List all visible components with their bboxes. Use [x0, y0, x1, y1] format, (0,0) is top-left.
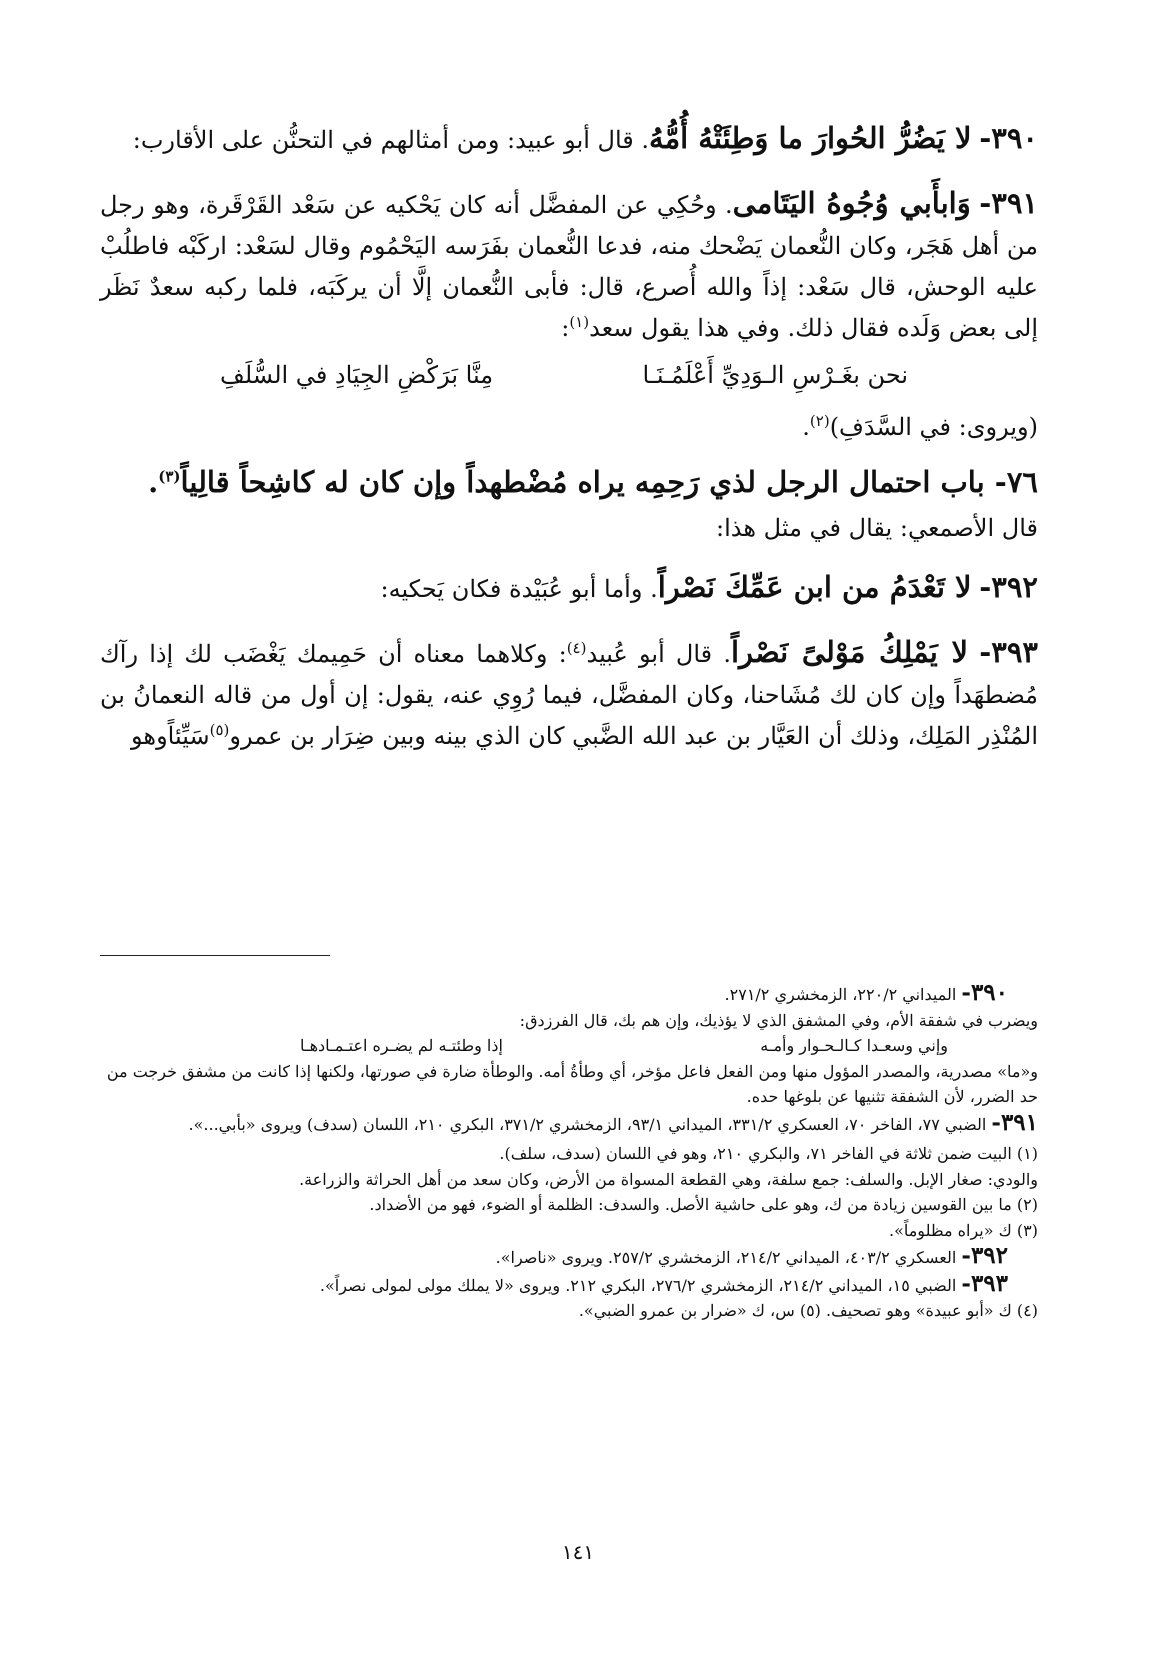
entry-text: . قال أبو عُبيد — [586, 640, 731, 668]
footnote-3: (٣) ك «يراه مظلوماً». — [888, 1220, 1038, 1240]
footnote-393 — [100, 1271, 1038, 1299]
footnote-ref: (٣) — [158, 467, 181, 486]
variant-reading — [100, 407, 1038, 448]
footnote-392 — [100, 1243, 1038, 1271]
verse-second-hemistich: إذا وطئتـه لم يضـره اعتـمـادهـا — [300, 1036, 503, 1055]
entry-number: ٣٩١- — [979, 186, 1038, 220]
footnote-ref: (٤) — [566, 639, 587, 657]
footnote-ref-text: الضبي ٧٧، الفاخر ٧٠، العسكري ٣٣١/٢، الميداني ٩٣/١، الزمخشري ٣٧١/٢، البكري ٢١٠، اللسان (سدف) ويروى «بأبي...». — [188, 1114, 987, 1134]
verse-first-hemistich: نحن بغَـرْسِ الـوَدِيِّ أَعْلَمُـنَـا — [642, 361, 908, 389]
proverb: لا تَعْدَمُ من ابن عَمِّكَ نَصْراً — [657, 570, 972, 604]
main-text — [100, 118, 1038, 779]
verse-first-hemistich: وإني وسعـدا كـالـحـوار وأمـه — [760, 1036, 948, 1055]
footnote-1: (١) البيت ضمن ثلاثة في الفاخر ٧١، والبكري ٢١٠، وهو في اللسان (سدف، سلف). — [499, 1144, 1038, 1163]
chapter-tail: . — [148, 465, 159, 499]
entry-text: . وحُكِي عن المفضَّل أنه كان يَحْكيه عن سَعْد القَرْقَرة، وهو رجل من أهل هَجَر، وكان النُّعمان يَضْحك منه، فدعا النُّعمان بفَرَسه اليَحْمُوم وقال لسَعْد: اركَبْه فاطلُبْ عليه الوحش، قال سَعْد: إذاً والله أُصرع، قال: فأبى النُّعمان إلَّا أن يركَبَه، فلما ركبه سعدٌ نَظَر إلى بعض وَلَده فقال ذلك. وفي هذا يقول سعد — [100, 191, 1038, 342]
footnote-divider — [100, 955, 330, 956]
footnote-number: ٣٩٠- — [961, 979, 1008, 1006]
footnote-ref-text: العسكري ٤٠٣/٢، الميداني ٢١٤/٢، الزمخشري ٢٥٧/٢. ويروى «ناصرا». — [495, 1248, 957, 1267]
entry-text: سَيِّئاًوهو — [131, 722, 210, 750]
verse-second-hemistich: مِنَّا بَرَكْضِ الجِيَادِ في السُّلَفِ — [220, 361, 494, 389]
footnotes — [100, 980, 1038, 1324]
chapter-heading — [100, 460, 1038, 504]
footnote-number: ٣٩١- — [991, 1108, 1038, 1136]
footnote-2: (٢) ما بين القوسين زيادة من ك، وهو على حاشية الأصل. والسدف: الظلمة أو الضوء، فهو من الأضداد. — [369, 1195, 1038, 1214]
footnote-390 — [100, 980, 1038, 1008]
footnote-ref-text: الضبي ١٥، الميداني ٢١٤/٢، الزمخشري ٢٧٦/٢، البكري ٢١٢. ويروى «لا يملك مولى لمولى نصراً». — [319, 1275, 957, 1295]
footnote-390-line: ويضرب في شفقة الأم، وفي المشفق الذي لا يؤذيك، وإن هم بك، قال الفرزدق: — [519, 1010, 1038, 1030]
footnote-391 — [100, 1110, 1038, 1138]
footnote-verse — [300, 1033, 948, 1059]
footnote-ref: (١) — [569, 313, 590, 331]
entry-text: . وأما أبو عُبَيْدة فكان يَحكيه: — [380, 575, 658, 603]
entry-number: ٣٩٢- — [979, 570, 1038, 604]
proverb: لا يَضُرُّ الحُوارَ ما وَطِئَتْهُ أُمُّهُ — [649, 121, 972, 155]
entry-number: ٣٩٠- — [979, 121, 1038, 155]
entry-number: ٣٩٣- — [979, 635, 1038, 669]
footnote-ref-text: الميداني ٢٢٠/٢، الزمخشري ٢٧١/٢. — [724, 985, 957, 1004]
chapter-intro: قال الأصمعي: يقال في مثل هذا: — [716, 514, 1038, 542]
proverb: وَابأَبي وُجُوهُ اليَتَامى — [732, 186, 971, 220]
entry-392 — [100, 567, 1038, 610]
entry-text: : وكلاهما معناه أن حَمِيمك يَغْضَب لك إذا رآك مُضطهَداً وإن كان لك مُشَاحنا، وكان المفضَّل، فيما رُوِي عنه، يقول: إن أول من قاله النعمانُ بن المُنْذِر المَلِك، وذلك أن العَيَّار بن عبد الله الضَّبي كان الذي بينه وبين ضِرَار بن عمرو — [100, 640, 1038, 750]
chapter-title: ٧٦- باب احتمال الرجل لذي رَحِمِه يراه مُضْطهداً وإن كان له كاشِحاً قالِياً — [180, 465, 1038, 499]
poem-verse — [220, 355, 908, 395]
entry-391 — [100, 183, 1038, 349]
footnote-4-5: (٤) ك «أبو عبيدة» وهو تصحيف. (٥) س، ك «ضرار بن عمرو الضبي». — [578, 1301, 1038, 1320]
footnote-ref: (٥) — [209, 721, 230, 739]
variant-tail: . — [802, 413, 810, 441]
entry-393 — [100, 632, 1038, 757]
footnote-ref: (٢) — [809, 412, 830, 430]
page-number: ١٤١ — [561, 1540, 595, 1564]
footnote-390-line: و«ما» مصدرية، والمصدر المؤول منها ومن الفعل فاعل مؤخر، أي وطأةُ أمه. والوطأة ضارة في صورتها، ولكنها إذا كانت من مشفق خرجت من حد الضرر، لأن الشفقة تثنيها عن بلوغها حده. — [106, 1061, 1038, 1106]
entry-text-tail: : — [561, 314, 570, 342]
variant-text: (ويروى: في السَّدَفِ) — [829, 413, 1038, 441]
entry-text: . قال أبو عبيد: ومن أمثالهم في التحنُّن على الأقارب: — [132, 126, 650, 154]
footnote-number: ٣٩٣- — [961, 1269, 1008, 1297]
proverb: لا يَمْلِكُ مَوْلىً نَصْراً — [730, 635, 969, 669]
footnote-1-cont: والودي: صغار الإبل. والسلف: جمع سلفة، وهي القطعة المسواة من الأرض، وكان سعد من أهل الحراثة والزراعة. — [299, 1169, 1038, 1189]
entry-390 — [100, 118, 1038, 161]
footnote-number: ٣٩٢- — [961, 1242, 1008, 1269]
